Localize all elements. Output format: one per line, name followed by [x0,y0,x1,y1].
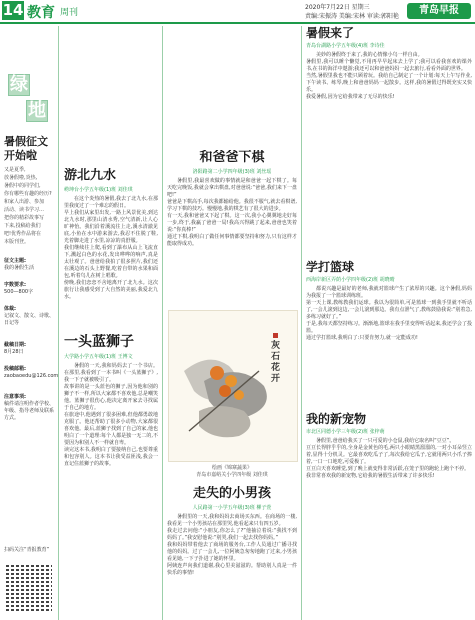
painting-inscription: 灰石花开 [271,341,281,384]
column-divider [58,26,59,620]
article-byline: 崂坤台小学五年级(1)班 刘佳琪 [64,186,133,193]
qr-code-pattern [6,565,52,611]
sidebar-intro: 又是夏季, 放暑假啦,炎热, 暑假中的同学们, 你有哪些有趣的经历? 和家人出游、参加 活动、读书学习… 把你的精彩故事写 下来,投稿给我们 吧!优秀作品将在 本版刊登。 [4,167,52,245]
article-body: 美妙的暑假终于来了,我的心情像小鸟一样自由。 暑假里,我可以睡个懒觉,不用再早早起床去上学了;我可以看我喜欢的课外书,在书的海洋中遨游;我还可以和爸爸妈妈一起去旅行,看看外面的世界。 当然,暑假里我也不能只顾着玩。我给自己制定了一个计划:每天上午写作业,下午读书、练琴,晚上和爸爸妈妈一起散步。这样,我的暑假过得既充实又快乐。 我爱暑假,因为它给我带来了无尽的快乐! [306,52,472,101]
article-body: 暑假里,爸爸给我买了一只可爱的小仓鼠,我给它取名叫“豆豆”。 豆豆长得胖乎乎的,全身是金黄色的毛,两只小眼睛黑溜溜的,一对小耳朵竖立着,显得十分机灵。它最喜欢吃瓜子了,每次我给它瓜子,它就用两只小爪子捧着,一口一口地吃,可爱极了。 豆豆白天喜欢睡觉,到了晚上就变得非常活跃,在笼子里的跑轮上跑个不停。 我非常喜欢我的新宠物,它给我的暑假生活带来了许多快乐! [306,438,472,480]
info-theme: 征文主题: 我的暑假生活 [4,258,35,271]
decor-char: 地 [28,100,46,121]
painting-leaf [199,406,250,437]
info-email: 投稿邮箱: zaobaoedu@126.com [4,366,59,379]
column-divider [301,26,302,620]
article-chess-with-dad [167,150,297,306]
article-byline: 市北区同德小学三年级(2)班 张梓萌 [306,429,385,436]
info-notes: 注意事项: 稿件请注明作者学校、年级、指导老师及联系方式。 [4,394,55,421]
newspaper-logo: 青岛早报 [407,3,471,19]
qr-caption: 扫码关注“青报教育” [4,547,50,553]
article-byline: 大学路小学五年级(1)班 王博文 [64,353,133,360]
article-body: 暑假里,我最喜欢做的事情就是和爸爸一起下棋了。每天吃完晚饭,我就会拿出棋盘,对爸爸说:“爸爸,我们来下一盘吧!” 爸爸是下棋高手,每次我都输给他。我很不服气,就去看棋谱,学习下棋的技巧。慢慢地,我的棋艺有了很大的进步。 有一天,我和爸爸又下起了棋。这一次,我小心翼翼地走好每一步,终于,我赢了爸爸一局!我高兴得跳了起来,爸爸也笑着说:“你真棒!” 通过下棋,我明白了做任何事情都要坚持和努力,只有这样才能取得成功。 [167,177,297,247]
painting-caption: 绘画《锦寨蔬果》 青岛市嘉峪关小学四年级 刘佳琪 [196,465,268,478]
page-header [0,0,475,22]
article-title: 暑假来了 [306,26,355,40]
painting-seal [273,333,278,338]
decorative-title [4,70,56,128]
info-deadline: 截稿日期: 8月28日 [4,342,26,355]
article-blue-lion [64,334,158,618]
painting-artwork [169,311,297,461]
article-body: 都说兴趣是最好的老师,我就对篮球产生了浓厚的兴趣。这个暑假,妈妈为我报了一个篮球训练班。 第一天上课,教练教我们运球。我以为很简单,可是篮球一到我手里就不听话了,一会儿滚到这边,一会儿滚到那边。我有点泄气了,教练鼓励我说:“别着急,多练习就好了。” 于是,我每天都坚持练习。渐渐地,篮球在我手里变得听话起来,我还学会了投篮。 通过学打篮球,我明白了:只要肯努力,就一定能成功! [306,286,472,342]
painting-fruit [219,385,231,397]
article-byline: 人民路第一小学五年级(3)班 柳子萱 [192,504,272,511]
info-wordcount: 字数要求: 500—800字 [4,282,34,295]
article-summer-is-here [306,26,472,252]
column-divider [162,26,163,620]
article-body: 暑假里的一天,我和妈妈去商场买东西。在商场的一楼,我看见一个小男孩站在那里哭,他看起来只有四五岁。 我走过去问他:“小朋友,你怎么了?”他抽泣着说:“我找不到妈妈了。”我安慰他说:“别哭,我们一起去找你妈妈。” 我和妈妈带着他去了商场的服务台,工作人员通过广播寻找他的妈妈。过了一会儿,一位阿姨急匆匆地跑了过来,小男孩看见她,一下子扑进了她的怀里。 阿姨连声向我们道谢,我心里美滋滋的。帮助别人真是一件快乐的事情! [167,513,297,576]
issue-date: 2020年7月22日 星期三 [305,4,370,11]
sidebar-title: 暑假征文 开始啦 [4,135,48,162]
article-basketball [306,260,472,354]
section-title: 教育 [27,5,55,21]
article-title: 一头蓝狮子 [64,334,134,350]
painting-image [168,310,298,462]
page-number: 14 [2,1,24,19]
article-title: 游北九水 [64,168,117,183]
article-body: 在这个炎热的暑假,我去了北九水,在那里我度过了一个难忘的假日。 早上我们从家里出发,一路上风景优美,到达北九水时,那里山清水秀,空气清新,让人心旷神怡。我们沿着溪流往上走,溪水清澈见底,小鱼在水中游来游去,我忍不住脱了鞋,光着脚走进了水里,凉凉的真舒服。 我们继续往上爬,看到了瀑布从山上飞流直下,溅起白色的水花,发出哗哗的响声,真是太壮观了。爸爸给我拍了很多照片,我们还在溪边的石头上野餐,吃着自带的水果和面包,听着鸟儿在树上唱歌。 傍晚,我们恋恋不舍地离开了北九水。这次旅行让我感受到了大自然的美丽,我爱北九水。 [64,195,158,300]
painting-fruit [210,366,224,380]
article-title: 我的新宠物 [306,412,367,426]
info-genre: 体裁: 记叙文、散文、诗歌、日记等 [4,306,55,326]
article-byline: 西海岸新区弄荫小学四年级(2)班 胡晓晴 [306,277,395,284]
article-byline: 洛阳路第二小学四年级(3)班 刘丝瑶 [192,168,272,175]
article-body: 暑假的一天,我和妈妈去了一个书店。在那里,我看到了一本书叫《一头蓝狮子》,我一下子就被吸引了。 故事讲的是一头蓝色的狮子,因为他和别的狮子不一样,所以大家都不喜欢他,总是嘲笑他。蓝狮子很伤心,他决定离开家去寻找属于自己的地方。 在旅途中,他遇到了很多困难,但他都勇敢地克服了。他还帮助了很多小动物,大家都很喜欢他。最后,蓝狮子找到了自己的家,他也明白了一个道理:每个人都是独一无二的,不要因为和别人不一样就自卑。 读完这本书,我明白了要接纳自己,也要尊重和包容别人。这本书让我受益匪浅,我会一直记住蓝狮子的故事。 [64,362,158,467]
article-lost-boy [167,486,297,618]
article-byline: 青岛台湖路小学五年级(4)班 李诗佳 [306,43,385,50]
article-title: 学打篮球 [306,260,355,274]
article-new-pet [306,412,472,618]
decor-char: 绿 [10,74,28,95]
article-you-bei-jiu-shui [64,168,158,318]
article-title: 走失的小男孩 [192,486,271,501]
header-rule [0,22,475,24]
section-subtitle: 周刊 [60,8,79,18]
painting-fruit [225,375,237,387]
article-title: 和爸爸下棋 [199,150,265,165]
editor-credits: 责编:宋振涛 美编:宋林 审读:郭阳艳 [305,13,399,20]
